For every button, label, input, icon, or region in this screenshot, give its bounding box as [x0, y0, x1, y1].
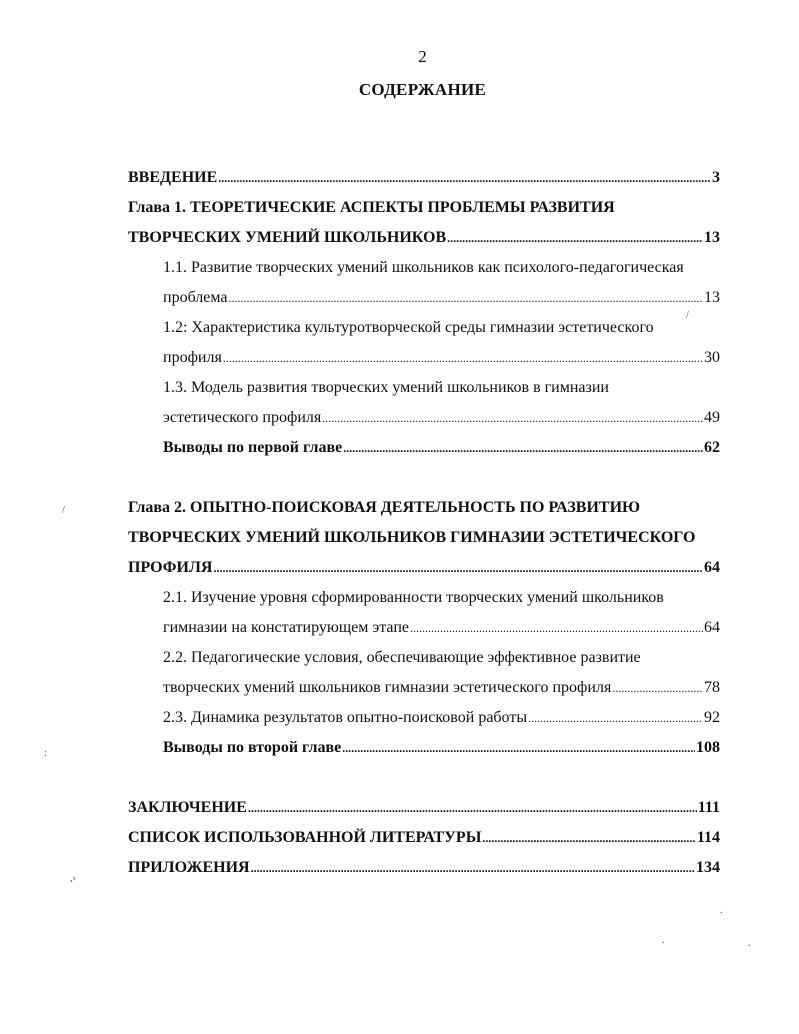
leader-dots [322, 408, 703, 428]
toc-page: 62 [704, 439, 720, 456]
scan-speck: / [686, 310, 689, 321]
page-title: СОДЕРЖАНИЕ [358, 80, 487, 99]
toc-page: 30 [704, 349, 720, 366]
scan-speck: ,› [70, 873, 76, 884]
section-1-3-line1[interactable]: 1.3. Модель развития творческих умений школьников в гимназии [163, 379, 609, 396]
page-number: 2 [418, 47, 427, 66]
toc-entry-section-2-2[interactable] [128, 678, 720, 698]
scan-speck: . [720, 905, 723, 916]
leader-dots [218, 168, 711, 188]
toc-entry-section-2-3[interactable] [128, 708, 720, 728]
toc-label: Выводы по первой главе [163, 439, 343, 456]
toc-label: творческих умений школьников гимназии эстетического профиля [163, 679, 612, 696]
leader-dots [528, 708, 703, 728]
leader-dots [447, 228, 703, 248]
toc-label: СПИСОК ИСПОЛЬЗОВАННОЙ ЛИТЕРАТУРЫ [128, 829, 482, 846]
toc-page: 13 [704, 289, 720, 306]
toc-entry-introduction[interactable] [128, 168, 720, 188]
scan-speck: / [62, 505, 65, 516]
toc-entry-chapter-2[interactable] [128, 558, 720, 578]
toc-entry-section-1-2[interactable] [128, 348, 720, 368]
toc-label: профиля [163, 349, 222, 366]
toc-label: ВВЕДЕНИЕ [128, 169, 218, 186]
table-of-contents [128, 168, 720, 878]
section-1-1-line1[interactable]: 1.1. Развитие творческих умений школьников как психолого-педагогическая [163, 259, 684, 276]
chapter-2-title-line1[interactable]: Глава 2. ОПЫТНО-ПОИСКОВАЯ ДЕЯТЕЛЬНОСТЬ ПО РАЗВИТИЮ [128, 499, 641, 516]
leader-dots [229, 288, 703, 308]
toc-page: 64 [704, 619, 720, 636]
toc-entry-chapter-1-conclusions[interactable] [128, 438, 720, 458]
leader-dots [612, 678, 703, 698]
leader-dots [410, 618, 703, 638]
chapter-2-title-line2[interactable]: ТВОРЧЕСКИХ УМЕНИЙ ШКОЛЬНИКОВ ГИМНАЗИИ ЭСТЕТИЧЕСКОГО [128, 529, 696, 546]
toc-entry-section-1-1[interactable] [128, 288, 720, 308]
toc-page: 3 [712, 169, 720, 186]
toc-label: ПРИЛОЖЕНИЯ [128, 859, 250, 876]
toc-entry-references[interactable] [128, 828, 720, 848]
toc-entry-chapter-1[interactable] [128, 228, 720, 248]
toc-label: ТВОРЧЕСКИХ УМЕНИЙ ШКОЛЬНИКОВ [128, 229, 447, 246]
chapter-1-title-line1[interactable]: Глава 1. ТЕОРЕТИЧЕСКИЕ АСПЕКТЫ ПРОБЛЕМЫ РАЗВИТИЯ [128, 199, 615, 216]
toc-entry-conclusion[interactable] [128, 798, 720, 818]
toc-label: ЗАКЛЮЧЕНИЕ [128, 799, 247, 816]
scan-speck: . [748, 938, 751, 949]
leader-dots [223, 348, 703, 368]
section-2-2-line1[interactable]: 2.2. Педагогические условия, обеспечивающие эффективное развитие [163, 649, 641, 666]
toc-page: 78 [704, 679, 720, 696]
section-2-1-line1[interactable]: 2.1. Изучение уровня сформированности творческих умений школьников [163, 589, 664, 606]
scan-speck: : [44, 748, 47, 759]
leader-dots [251, 858, 695, 878]
toc-entry-section-2-1[interactable] [128, 618, 720, 638]
toc-page: 108 [696, 739, 720, 756]
toc-label: Выводы по второй главе [163, 739, 342, 756]
section-1-2-line1[interactable]: 1.2: Характеристика культуротворческой среды гимназии эстетического [163, 319, 654, 336]
toc-label: эстетического профиля [163, 409, 322, 426]
toc-label: ПРОФИЛЯ [128, 559, 213, 576]
toc-label: гимназии на констатирующем этапе [163, 619, 409, 636]
leader-dots [482, 828, 695, 848]
toc-page: 49 [704, 409, 720, 426]
leader-dots [343, 438, 703, 458]
toc-label: проблема [163, 289, 228, 306]
toc-label: 2.3. Динамика результатов опытно-поисковой работы [163, 709, 528, 726]
toc-page: 64 [704, 559, 720, 576]
toc-page: 92 [704, 709, 720, 726]
toc-page: 114 [696, 829, 720, 846]
scan-speck: . [662, 935, 665, 946]
toc-entry-section-1-3[interactable] [128, 408, 720, 428]
leader-dots [213, 558, 703, 578]
toc-page: 134 [696, 859, 720, 876]
leader-dots [342, 738, 695, 758]
toc-entry-chapter-2-conclusions[interactable] [128, 738, 720, 758]
toc-page: 111 [697, 799, 720, 816]
toc-page: 13 [704, 229, 720, 246]
leader-dots [248, 798, 697, 818]
toc-entry-appendices[interactable] [128, 858, 720, 878]
